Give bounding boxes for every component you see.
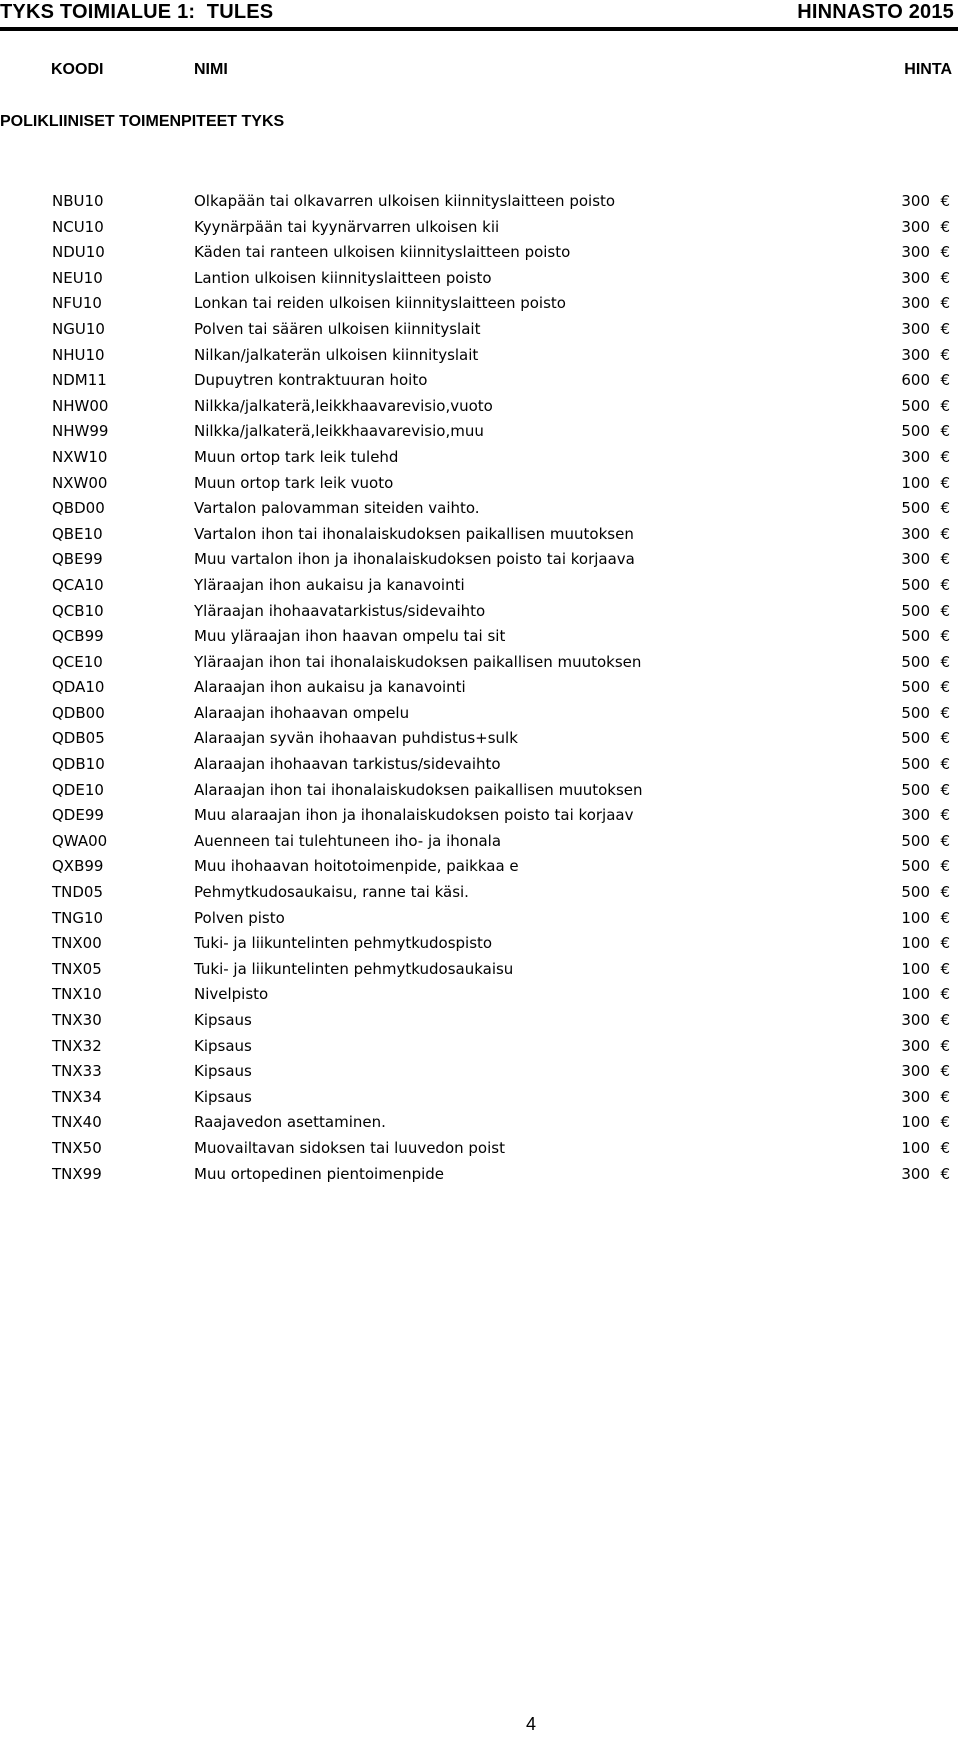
currency-symbol: € [940, 473, 950, 492]
procedure-code: QBD00 [52, 499, 105, 518]
table-row [0, 908, 960, 934]
currency-symbol: € [940, 755, 950, 774]
procedure-price: 300 [901, 1036, 930, 1055]
currency-symbol: € [940, 575, 950, 594]
currency-symbol: € [940, 422, 950, 441]
procedure-code: NXW00 [52, 473, 108, 492]
document-header [0, 0, 960, 30]
currency-symbol: € [940, 550, 950, 569]
currency-symbol: € [940, 1087, 950, 1106]
price-list-year: HINNASTO 2015 [797, 1, 954, 23]
procedure-code: NEU10 [52, 268, 103, 287]
currency-symbol: € [940, 243, 950, 262]
table-row [0, 473, 960, 499]
table-row [0, 549, 960, 575]
document-title: TYKS TOIMIALUE 1: TULES [0, 1, 274, 23]
procedure-price: 500 [901, 422, 930, 441]
currency-symbol: € [940, 883, 950, 902]
header-rule [0, 27, 958, 31]
table-row [0, 703, 960, 729]
currency-symbol: € [940, 396, 950, 415]
table-row [0, 268, 960, 294]
procedure-code: QDE10 [52, 780, 104, 799]
procedure-code: TND05 [52, 883, 104, 902]
column-header-name: NIMI [194, 61, 228, 78]
procedure-name: Muu yläraajan ihon haavan ompelu tai sit [194, 627, 506, 646]
procedure-price: 500 [901, 678, 930, 697]
procedure-price: 500 [901, 857, 930, 876]
procedure-code: QDB10 [52, 755, 105, 774]
procedure-name: Muu ortopedinen pientoimenpide [194, 1164, 445, 1183]
table-row [0, 780, 960, 806]
procedure-name: Yläraajan ihon aukaisu ja kanavointi [194, 575, 465, 594]
procedure-price: 500 [901, 601, 930, 620]
table-row [0, 498, 960, 524]
procedure-price: 100 [901, 473, 930, 492]
currency-symbol: € [940, 627, 950, 646]
table-row [0, 1010, 960, 1036]
procedure-name: Alaraajan syvän ihohaavan puhdistus+sulk [194, 729, 518, 748]
procedure-code: TNX10 [52, 985, 102, 1004]
procedure-name: Pehmytkudosaukaisu, ranne tai käsi. [194, 883, 469, 902]
table-row [0, 984, 960, 1010]
procedure-price: 100 [901, 934, 930, 953]
currency-symbol: € [940, 371, 950, 390]
procedure-code: TNG10 [52, 908, 104, 927]
procedure-price: 300 [901, 1087, 930, 1106]
table-row [0, 1164, 960, 1190]
currency-symbol: € [940, 908, 950, 927]
table-row [0, 805, 960, 831]
procedure-name: Muovailtavan sidoksen tai luuvedon poist [194, 1138, 505, 1157]
procedure-price: 500 [901, 755, 930, 774]
procedure-price: 100 [901, 1138, 930, 1157]
procedure-code: QDA10 [52, 678, 105, 697]
currency-symbol: € [940, 831, 950, 850]
table-row [0, 242, 960, 268]
procedure-code: TNX32 [52, 1036, 102, 1055]
table-row [0, 728, 960, 754]
procedure-code: QCE10 [52, 652, 103, 671]
table-row [0, 370, 960, 396]
price-table [0, 191, 960, 1189]
table-row [0, 882, 960, 908]
procedure-code: QXB99 [52, 857, 104, 876]
currency-symbol: € [940, 524, 950, 543]
procedure-name: Kyynärpään tai kyynärvarren ulkoisen kii [194, 217, 500, 236]
procedure-name: Lantion ulkoisen kiinnityslaitteen poisto [194, 268, 492, 287]
procedure-name: Polven tai säären ulkoisen kiinnityslait [194, 319, 481, 338]
procedure-code: NDU10 [52, 243, 105, 262]
procedure-code: QCB10 [52, 601, 104, 620]
procedure-code: QDE99 [52, 806, 104, 825]
procedure-code: QCA10 [52, 575, 104, 594]
procedure-price: 500 [901, 729, 930, 748]
procedure-code: NGU10 [52, 319, 105, 338]
procedure-code: TNX40 [52, 1113, 102, 1132]
table-row [0, 1061, 960, 1087]
table-row [0, 677, 960, 703]
currency-symbol: € [940, 1062, 950, 1081]
procedure-price: 300 [901, 550, 930, 569]
procedure-code: QBE99 [52, 550, 103, 569]
currency-symbol: € [940, 1138, 950, 1157]
procedure-code: NXW10 [52, 447, 108, 466]
procedure-name: Lonkan tai reiden ulkoisen kiinnityslaitteen poisto [194, 294, 566, 313]
table-row [0, 191, 960, 217]
currency-symbol: € [940, 652, 950, 671]
procedure-price: 300 [901, 1062, 930, 1081]
table-row [0, 959, 960, 985]
procedure-price: 300 [901, 217, 930, 236]
table-row [0, 575, 960, 601]
procedure-price: 300 [901, 294, 930, 313]
procedure-name: Kipsaus [194, 1011, 252, 1029]
procedure-price: 300 [901, 1011, 930, 1029]
currency-symbol: € [940, 1164, 950, 1183]
currency-symbol: € [940, 294, 950, 313]
procedure-price: 300 [901, 345, 930, 364]
column-header-price: HINTA [904, 61, 952, 78]
procedure-name: Alaraajan ihohaavan tarkistus/sidevaihto [194, 755, 501, 774]
procedure-name: Tuki- ja liikuntelinten pehmytkudospisto [194, 934, 493, 953]
table-row [0, 396, 960, 422]
procedure-price: 300 [901, 1164, 930, 1183]
procedure-name: Yläraajan ihon tai ihonalaiskudoksen paikallisen muutoksen [194, 652, 642, 671]
procedure-code: NCU10 [52, 217, 104, 236]
procedure-price: 600 [901, 371, 930, 390]
procedure-code: QDB00 [52, 703, 105, 722]
currency-symbol: € [940, 1036, 950, 1055]
procedure-name: Polven pisto [194, 908, 285, 927]
procedure-price: 500 [901, 627, 930, 646]
procedure-price: 500 [901, 499, 930, 518]
currency-symbol: € [940, 703, 950, 722]
currency-symbol: € [940, 806, 950, 825]
procedure-price: 500 [901, 575, 930, 594]
currency-symbol: € [940, 780, 950, 799]
table-row [0, 447, 960, 473]
table-row [0, 626, 960, 652]
procedure-price: 500 [901, 396, 930, 415]
procedure-name: Muun ortop tark leik vuoto [194, 473, 394, 492]
table-row [0, 217, 960, 243]
procedure-price: 100 [901, 1113, 930, 1132]
currency-symbol: € [940, 729, 950, 748]
procedure-code: QWA00 [52, 831, 108, 850]
procedure-name: Vartalon palovamman siteiden vaihto. [194, 499, 480, 518]
procedure-code: NBU10 [52, 192, 104, 210]
procedure-name: Alaraajan ihon aukaisu ja kanavointi [194, 678, 466, 697]
procedure-code: NDM11 [52, 371, 107, 390]
procedure-price: 100 [901, 959, 930, 978]
procedure-code: TNX99 [52, 1164, 102, 1183]
table-row [0, 524, 960, 550]
procedure-name: Muu ihohaavan hoitotoimenpide, paikkaa e [194, 857, 519, 876]
procedure-code: NFU10 [52, 294, 102, 313]
procedure-name: Dupuytren kontraktuuran hoito [194, 371, 428, 390]
currency-symbol: € [940, 985, 950, 1004]
procedure-name: Raajavedon asettaminen. [194, 1113, 386, 1132]
currency-symbol: € [940, 678, 950, 697]
procedure-name: Muu vartalon ihon ja ihonalaiskudoksen poisto tai korjaava [194, 550, 635, 569]
table-row [0, 345, 960, 371]
procedure-code: QCB99 [52, 627, 104, 646]
currency-symbol: € [940, 192, 950, 210]
procedure-name: Nilkka/jalkaterä,leikkhaavarevisio,muu [194, 422, 484, 441]
procedure-code: TNX34 [52, 1087, 102, 1106]
procedure-price: 500 [901, 652, 930, 671]
procedure-price: 100 [901, 908, 930, 927]
section-title: POLIKLIINISET TOIMENPITEET TYKS [0, 113, 285, 130]
procedure-price: 100 [901, 985, 930, 1004]
procedure-name: Olkapään tai olkavarren ulkoisen kiinnityslaitteen poisto [194, 192, 616, 210]
column-header-code: KOODI [51, 61, 104, 78]
currency-symbol: € [940, 319, 950, 338]
table-row [0, 652, 960, 678]
currency-symbol: € [940, 934, 950, 953]
procedure-price: 300 [901, 447, 930, 466]
procedure-name: Kipsaus [194, 1087, 252, 1106]
procedure-name: Kipsaus [194, 1062, 252, 1081]
procedure-code: TNX50 [52, 1138, 102, 1157]
currency-symbol: € [940, 268, 950, 287]
procedure-code: NHW00 [52, 396, 109, 415]
procedure-name: Muu alaraajan ihon ja ihonalaiskudoksen poisto tai korjaav [194, 806, 634, 825]
procedure-code: NHW99 [52, 422, 109, 441]
procedure-code: QDB05 [52, 729, 105, 748]
table-row [0, 1112, 960, 1138]
procedure-code: TNX33 [52, 1062, 102, 1081]
currency-symbol: € [940, 1011, 950, 1029]
procedure-name: Tuki- ja liikuntelinten pehmytkudosaukaisu [194, 959, 514, 978]
procedure-price: 300 [901, 243, 930, 262]
procedure-price: 300 [901, 192, 930, 210]
procedure-code: TNX00 [52, 934, 102, 953]
table-row [0, 933, 960, 959]
procedure-name: Alaraajan ihohaavan ompelu [194, 703, 410, 722]
procedure-name: Auenneen tai tulehtuneen iho- ja ihonala [194, 831, 502, 850]
table-row [0, 831, 960, 857]
procedure-name: Muun ortop tark leik tulehd [194, 447, 399, 466]
currency-symbol: € [940, 345, 950, 364]
table-row [0, 754, 960, 780]
table-row [0, 1036, 960, 1062]
procedure-code: QBE10 [52, 524, 103, 543]
currency-symbol: € [940, 857, 950, 876]
procedure-code: TNX05 [52, 959, 102, 978]
procedure-name: Nilkan/jalkaterän ulkoisen kiinnityslait [194, 345, 479, 364]
procedure-price: 500 [901, 703, 930, 722]
table-row [0, 601, 960, 627]
table-row [0, 319, 960, 345]
procedure-name: Vartalon ihon tai ihonalaiskudoksen paikallisen muutoksen [194, 524, 634, 543]
procedure-price: 500 [901, 780, 930, 799]
procedure-price: 300 [901, 319, 930, 338]
procedure-price: 500 [901, 831, 930, 850]
table-row [0, 1138, 960, 1164]
currency-symbol: € [940, 217, 950, 236]
table-row [0, 856, 960, 882]
procedure-price: 300 [901, 268, 930, 287]
procedure-code: NHU10 [52, 345, 105, 364]
procedure-price: 300 [901, 524, 930, 543]
procedure-price: 500 [901, 883, 930, 902]
currency-symbol: € [940, 1113, 950, 1132]
procedure-code: TNX30 [52, 1011, 102, 1029]
procedure-name: Alaraajan ihon tai ihonalaiskudoksen paikallisen muutoksen [194, 780, 643, 799]
page-number: 4 [525, 1714, 536, 1734]
procedure-name: Käden tai ranteen ulkoisen kiinnityslaitteen poisto [194, 243, 571, 262]
procedure-name: Kipsaus [194, 1036, 252, 1055]
table-row [0, 421, 960, 447]
currency-symbol: € [940, 601, 950, 620]
procedure-name: Nivelpisto [194, 985, 269, 1004]
procedure-name: Nilkka/jalkaterä,leikkhaavarevisio,vuoto [194, 396, 493, 415]
currency-symbol: € [940, 499, 950, 518]
table-row [0, 293, 960, 319]
currency-symbol: € [940, 959, 950, 978]
table-row [0, 1087, 960, 1113]
currency-symbol: € [940, 447, 950, 466]
procedure-name: Yläraajan ihohaavatarkistus/sidevaihto [194, 601, 486, 620]
procedure-price: 300 [901, 806, 930, 825]
